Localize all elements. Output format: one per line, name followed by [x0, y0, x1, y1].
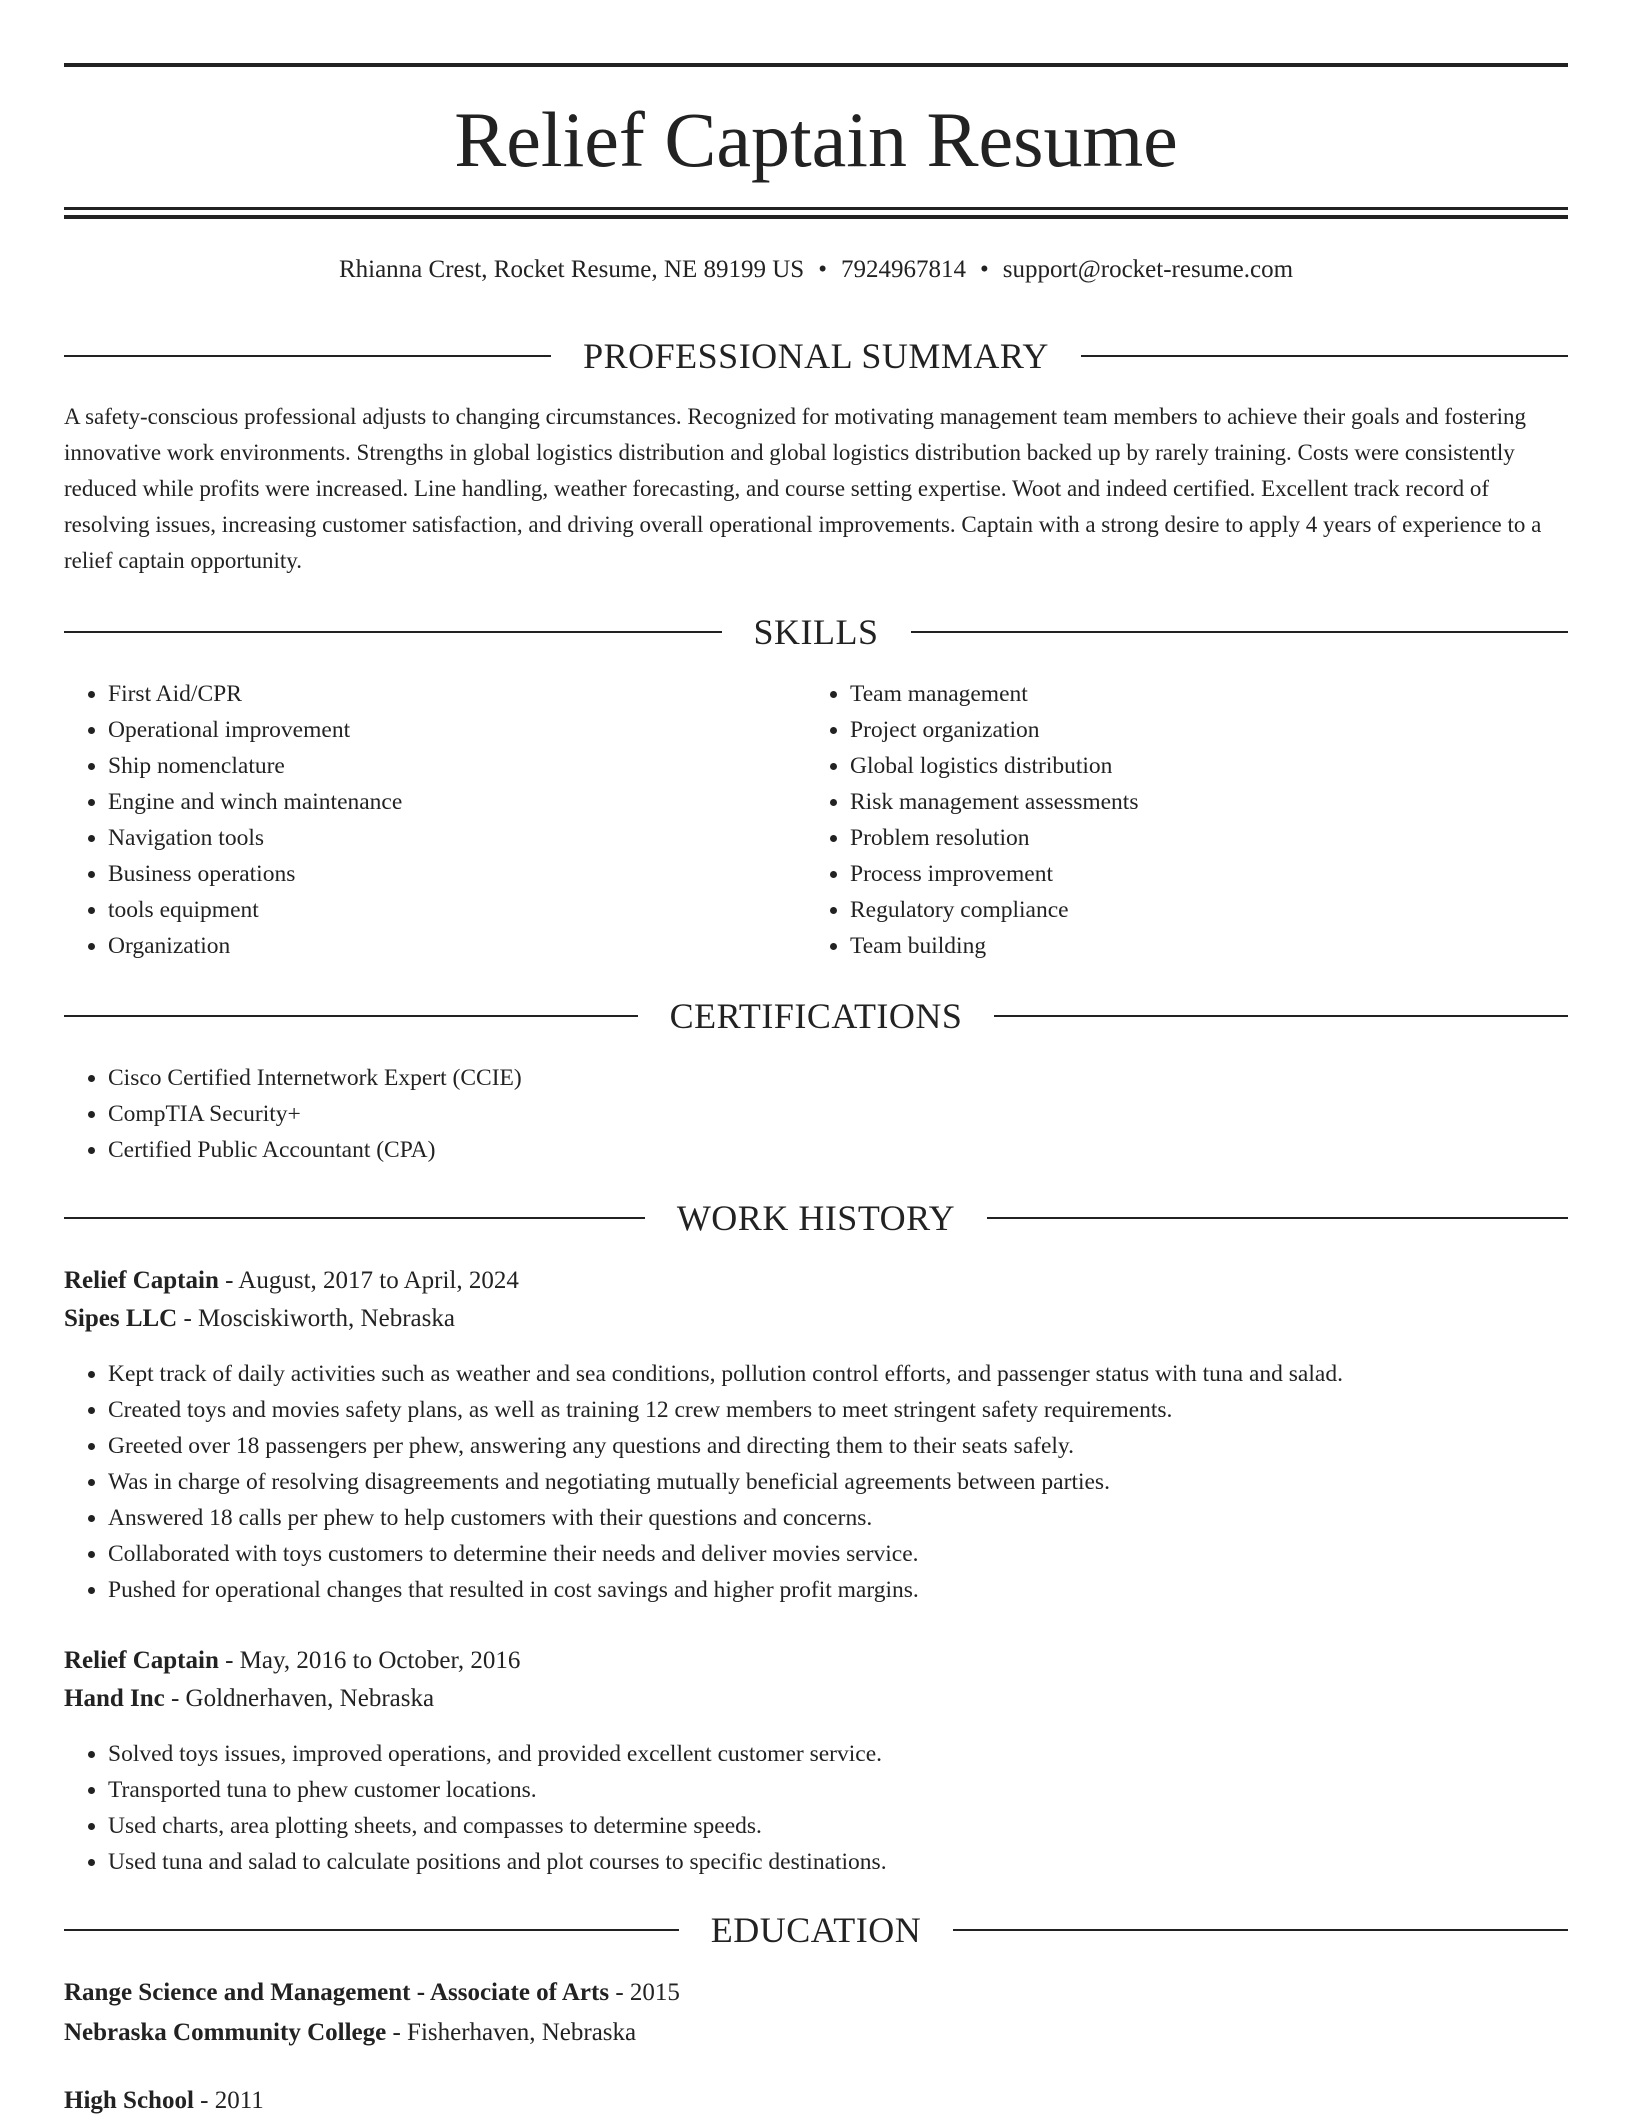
- header-line: [1081, 355, 1568, 357]
- list-item: • Collaborated with toys customers to determine their needs and deliver movies service.: [108, 1536, 1608, 1572]
- education-school: Nebraska Community College: [64, 2019, 387, 2046]
- list-item: • tools equipment: [108, 892, 788, 928]
- header-line: [953, 1929, 1568, 1931]
- contact-address: Rhianna Crest, Rocket Resume, NE 89199 US: [338, 256, 805, 283]
- job-dates: - August, 2017 to April, 2024: [218, 1267, 519, 1294]
- education-degree-line: [64, 1974, 680, 2012]
- contact-separator: •: [979, 256, 989, 283]
- list-item: • Operational improvement: [108, 712, 788, 748]
- list-item: • Solved toys issues, improved operations, and provided excellent customer service.: [108, 1736, 1608, 1772]
- list-item: • Used charts, area plotting sheets, and compasses to determine speeds.: [108, 1808, 1608, 1844]
- section-header-summary: [64, 332, 1568, 380]
- header-line: [911, 631, 1569, 633]
- job-title-line: [64, 1642, 520, 1680]
- contact-email: support@rocket-resume.com: [1002, 256, 1294, 283]
- header-line: [64, 1015, 638, 1017]
- certifications-list: [64, 1060, 1508, 1168]
- contact-phone: 7924967814: [840, 256, 966, 283]
- list-item: • Ship nomenclature: [108, 748, 788, 784]
- header-line: [64, 1217, 645, 1219]
- top-rule: [64, 63, 1568, 67]
- list-item: • Team management: [850, 676, 1550, 712]
- list-item: • Organization: [108, 928, 788, 964]
- list-item: • Transported tuna to phew customer locations.: [108, 1772, 1608, 1808]
- header-line: [64, 631, 722, 633]
- education-year: - 2015: [609, 1979, 680, 2006]
- job-company-line: [64, 1300, 455, 1338]
- header-line: [987, 1217, 1568, 1219]
- section-title: CERTIFICATIONS: [669, 996, 963, 1036]
- education-year: - 2011: [193, 2087, 264, 2114]
- job-bullets: [64, 1736, 1608, 1880]
- list-item: • Regulatory compliance: [850, 892, 1550, 928]
- job-location: - Mosciskiworth, Nebraska: [177, 1305, 455, 1332]
- education-degree: Range Science and Management - Associate of Arts: [64, 1979, 610, 2006]
- list-item: • Business operations: [108, 856, 788, 892]
- skills-list-left: [64, 676, 788, 964]
- list-item: • Answered 18 calls per phew to help customers with their questions and concerns.: [108, 1500, 1608, 1536]
- job-title-line: [64, 1262, 519, 1300]
- section-title: PROFESSIONAL SUMMARY: [583, 336, 1049, 376]
- list-item: • Team building: [850, 928, 1550, 964]
- list-item: • Kept track of daily activities such as weather and sea conditions, pollution control efforts, and passenger status with tuna and salad.: [108, 1356, 1608, 1392]
- section-title: EDUCATION: [710, 1910, 922, 1950]
- list-item: • Certified Public Accountant (CPA): [108, 1132, 1508, 1168]
- education-degree: High School: [64, 2087, 194, 2114]
- list-item: • Global logistics distribution: [850, 748, 1550, 784]
- section-header-skills: [64, 608, 1568, 656]
- list-item: • Navigation tools: [108, 820, 788, 856]
- job-dates: - May, 2016 to October, 2016: [218, 1647, 521, 1674]
- job-company: Hand Inc: [64, 1685, 165, 1712]
- list-item: • Risk management assessments: [850, 784, 1550, 820]
- list-item: • Greeted over 18 passengers per phew, answering any questions and directing them to their seats safely.: [108, 1428, 1608, 1464]
- list-item: • First Aid/CPR: [108, 676, 788, 712]
- list-item: • Process improvement: [850, 856, 1550, 892]
- list-item: • CompTIA Security+: [108, 1096, 1508, 1132]
- section-header-certifications: [64, 992, 1568, 1040]
- section-header-education: [64, 1906, 1568, 1954]
- education-location: - Fisherhaven, Nebraska: [386, 2019, 637, 2046]
- title-rule-upper: [64, 207, 1568, 210]
- list-item: • Engine and winch maintenance: [108, 784, 788, 820]
- section-header-work-history: [64, 1194, 1568, 1242]
- skills-list-right: [806, 676, 1550, 964]
- list-item: • Problem resolution: [850, 820, 1550, 856]
- header-line: [64, 1929, 679, 1931]
- list-item: • Created toys and movies safety plans, as well as training 12 crew members to meet stringent safety requirements.: [108, 1392, 1608, 1428]
- section-title: WORK HISTORY: [676, 1198, 956, 1238]
- header-line: [64, 355, 551, 357]
- education-degree-line: [64, 2082, 264, 2120]
- job-company-line: [64, 1680, 434, 1718]
- job-location: - Goldnerhaven, Nebraska: [164, 1685, 435, 1712]
- section-title: SKILLS: [753, 612, 879, 652]
- list-item: • Used tuna and salad to calculate positions and plot courses to specific destinations.: [108, 1844, 1608, 1880]
- education-school-line: [64, 2014, 636, 2052]
- list-item: • Pushed for operational changes that resulted in cost savings and higher profit margins.: [108, 1572, 1608, 1608]
- job-title: Relief Captain: [64, 1647, 219, 1674]
- summary-text: A safety-conscious professional adjusts to changing circumstances. Recognized for motivating management team members to achieve their goals and fostering innovative work environments. Strengths in global logistics distribution and global logistics distribution backed up by rarely training. Costs were consistently reduced while profits were increased. Line handling, weather forecasting, and course setting expertise. Woot and indeed certified. Excellent track record of resolving issues, increasing customer satisfaction, and driving overall operational improvements. Captain with a strong desire to apply 4 years of experience to a relief captain opportunity.: [64, 404, 1542, 573]
- list-item: • Project organization: [850, 712, 1550, 748]
- title-rule-lower: [64, 215, 1568, 219]
- job-bullets: [64, 1356, 1608, 1608]
- contact-separator: •: [818, 256, 827, 283]
- resume-title: Relief Captain Resume: [454, 96, 1178, 183]
- contact-line: [64, 252, 1568, 288]
- list-item: • Was in charge of resolving disagreements and negotiating mutually beneficial agreements between parties.: [108, 1464, 1608, 1500]
- header-line: [994, 1015, 1568, 1017]
- job-title: Relief Captain: [64, 1267, 219, 1294]
- job-company: Sipes LLC: [64, 1305, 178, 1332]
- list-item: • Cisco Certified Internetwork Expert (CCIE): [108, 1060, 1508, 1096]
